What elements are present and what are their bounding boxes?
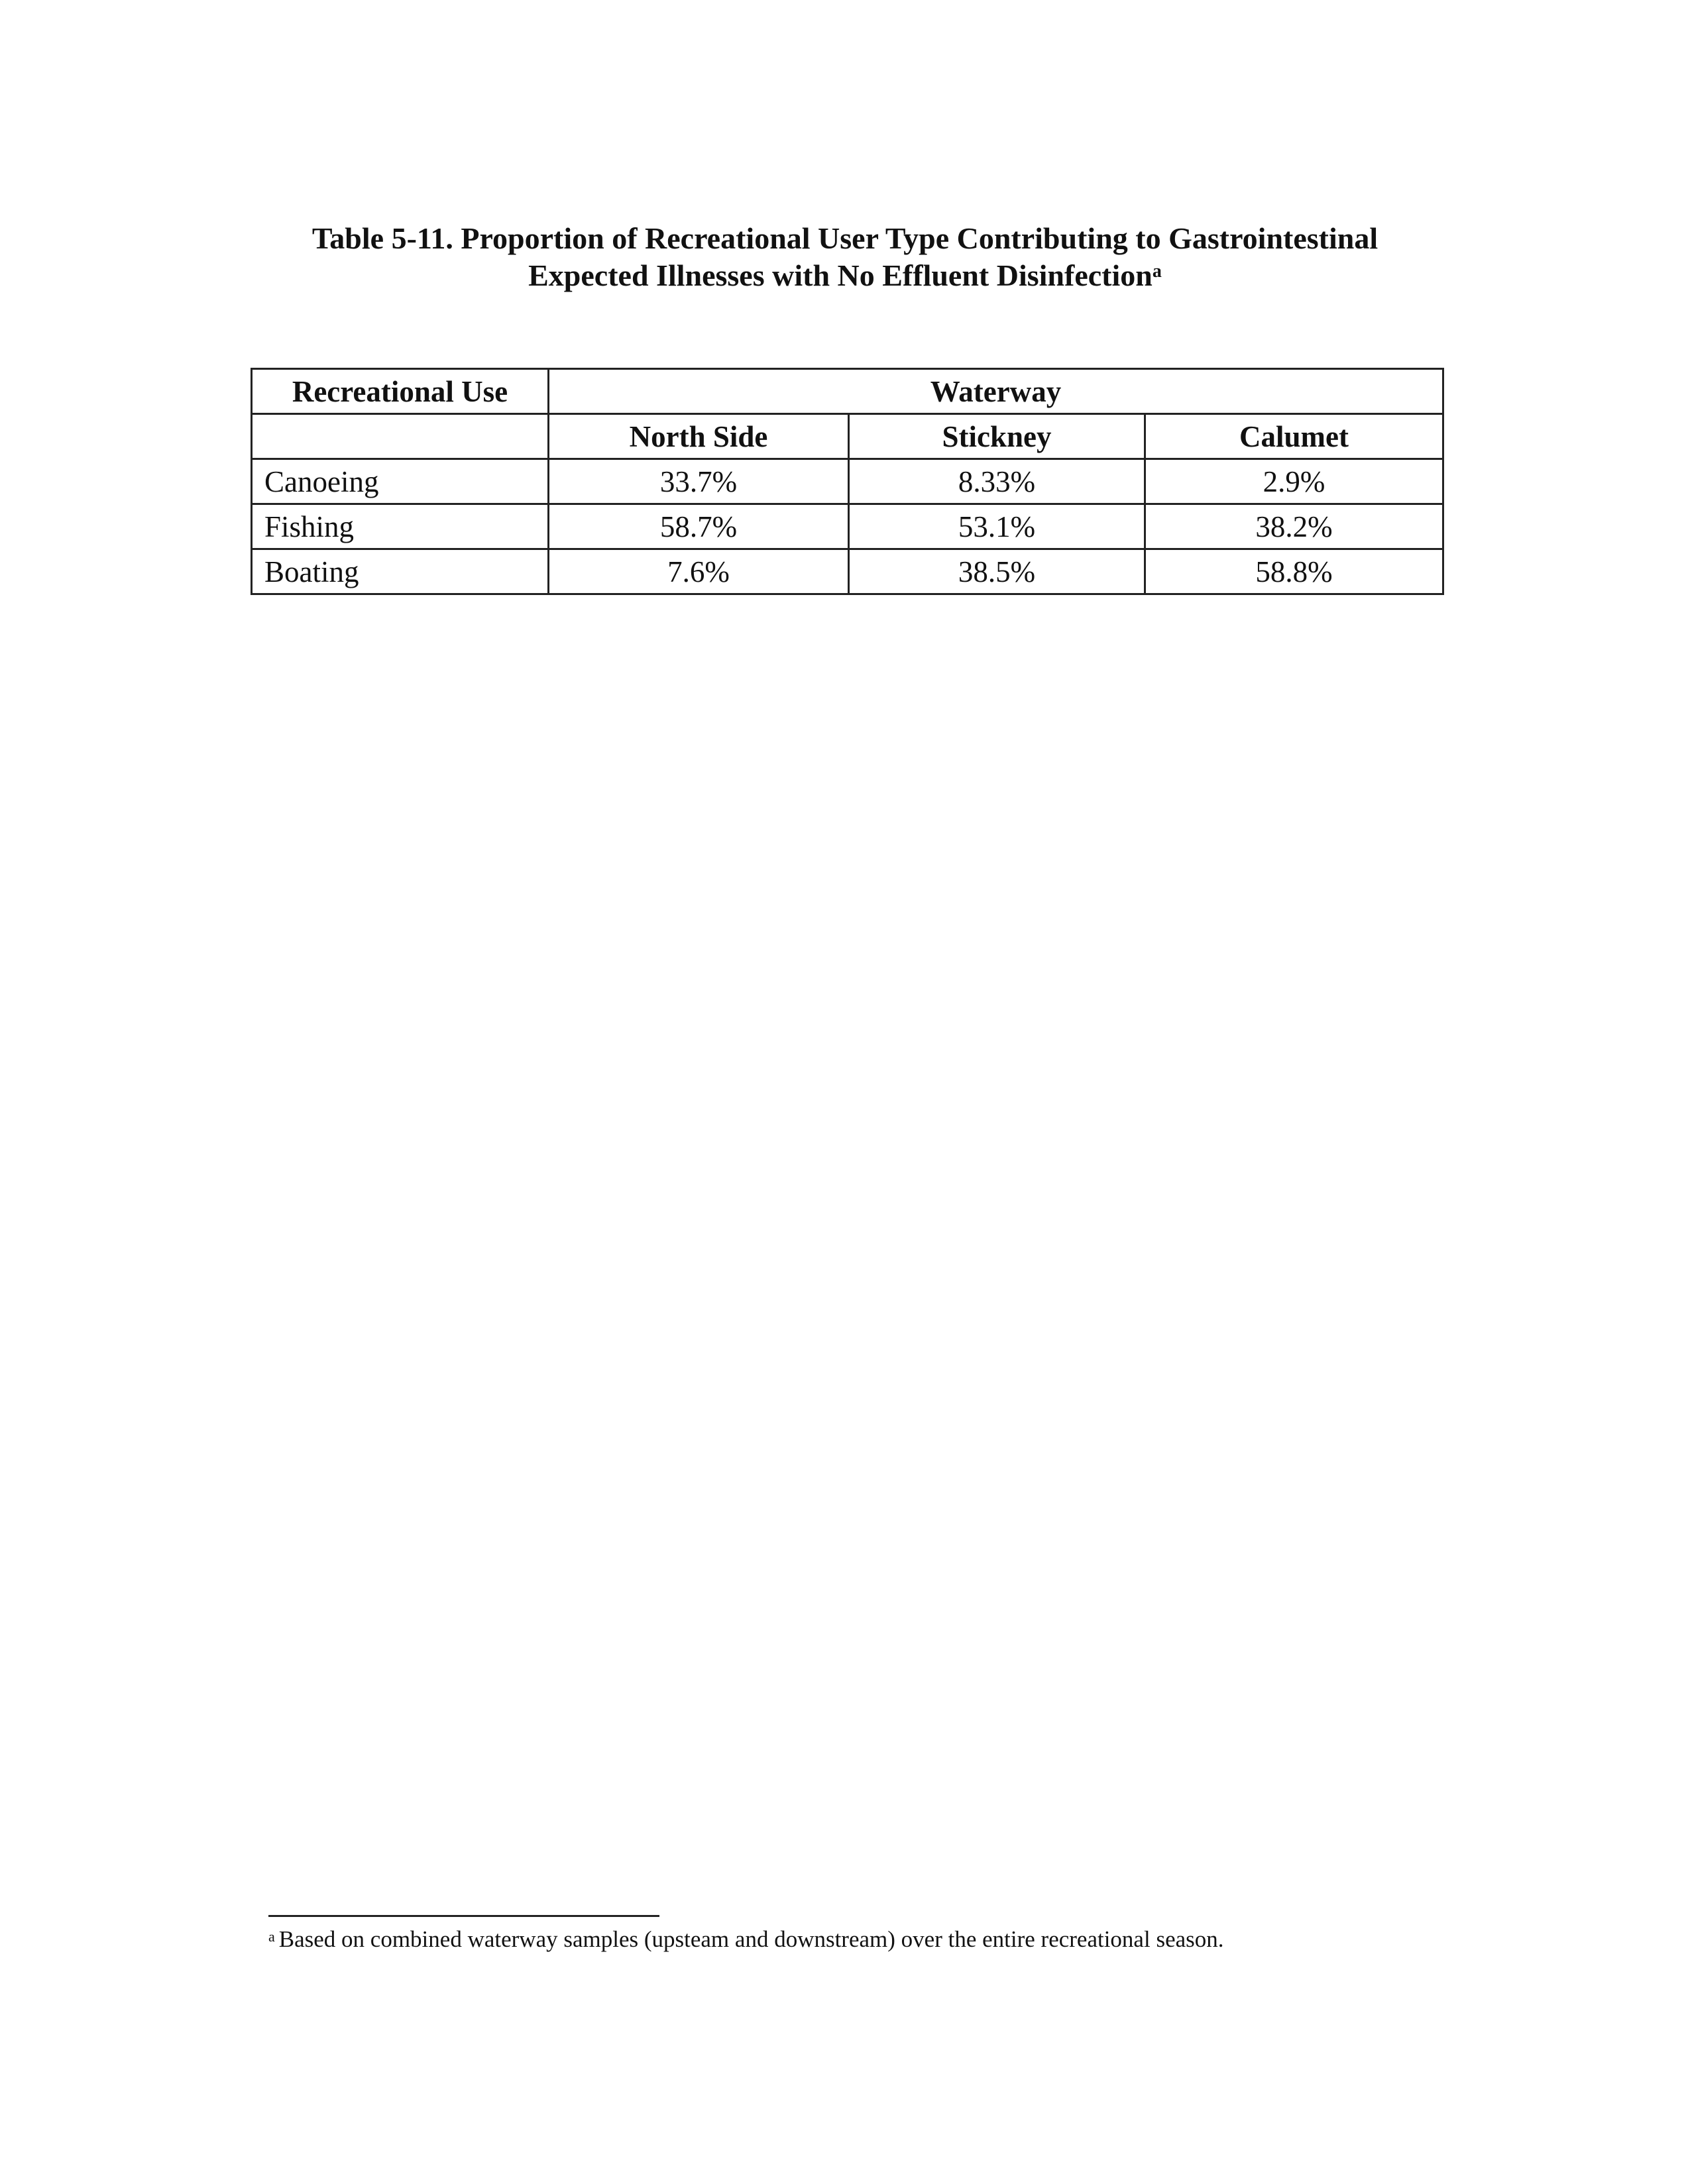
header-recreational-use: Recreational Use bbox=[252, 369, 549, 414]
caption-line-1: Table 5-11. Proportion of Recreational User Type Contributing to Gastrointestinal bbox=[311, 221, 1379, 255]
row-label-fishing: Fishing bbox=[252, 504, 549, 549]
cell-value: 58.7% bbox=[549, 504, 849, 549]
cell-value: 38.5% bbox=[849, 549, 1145, 594]
caption-line-2 bbox=[199, 257, 1491, 294]
header-north-side: North Side bbox=[549, 414, 849, 459]
footnote bbox=[268, 1925, 1528, 1954]
table-row bbox=[252, 504, 1443, 549]
table-header-row-2 bbox=[252, 414, 1443, 459]
recreational-use-table bbox=[251, 368, 1444, 595]
footnote-marker: a bbox=[268, 1928, 275, 1945]
header-waterway: Waterway bbox=[549, 369, 1443, 414]
cell-value: 58.8% bbox=[1145, 549, 1443, 594]
cell-value: 38.2% bbox=[1145, 504, 1443, 549]
caption-line-2-text: Expected Illnesses with No Effluent Disinfection bbox=[528, 258, 1153, 292]
caption-footnote-marker: a bbox=[1152, 261, 1162, 282]
table-caption bbox=[199, 220, 1491, 294]
row-label-boating: Boating bbox=[252, 549, 549, 594]
row-label-canoeing: Canoeing bbox=[252, 459, 549, 504]
header-empty-cell bbox=[252, 414, 549, 459]
table-row bbox=[252, 459, 1443, 504]
cell-value: 33.7% bbox=[549, 459, 849, 504]
header-stickney: Stickney bbox=[849, 414, 1145, 459]
cell-value: 2.9% bbox=[1145, 459, 1443, 504]
cell-value: 7.6% bbox=[549, 549, 849, 594]
footnote-text: Based on combined waterway samples (upsteam and downstream) over the entire recreational season. bbox=[278, 1926, 1224, 1952]
cell-value: 8.33% bbox=[849, 459, 1145, 504]
footnote-divider bbox=[268, 1915, 659, 1917]
header-calumet: Calumet bbox=[1145, 414, 1443, 459]
cell-value: 53.1% bbox=[849, 504, 1145, 549]
table-header-row-1 bbox=[252, 369, 1443, 414]
table-row bbox=[252, 549, 1443, 594]
